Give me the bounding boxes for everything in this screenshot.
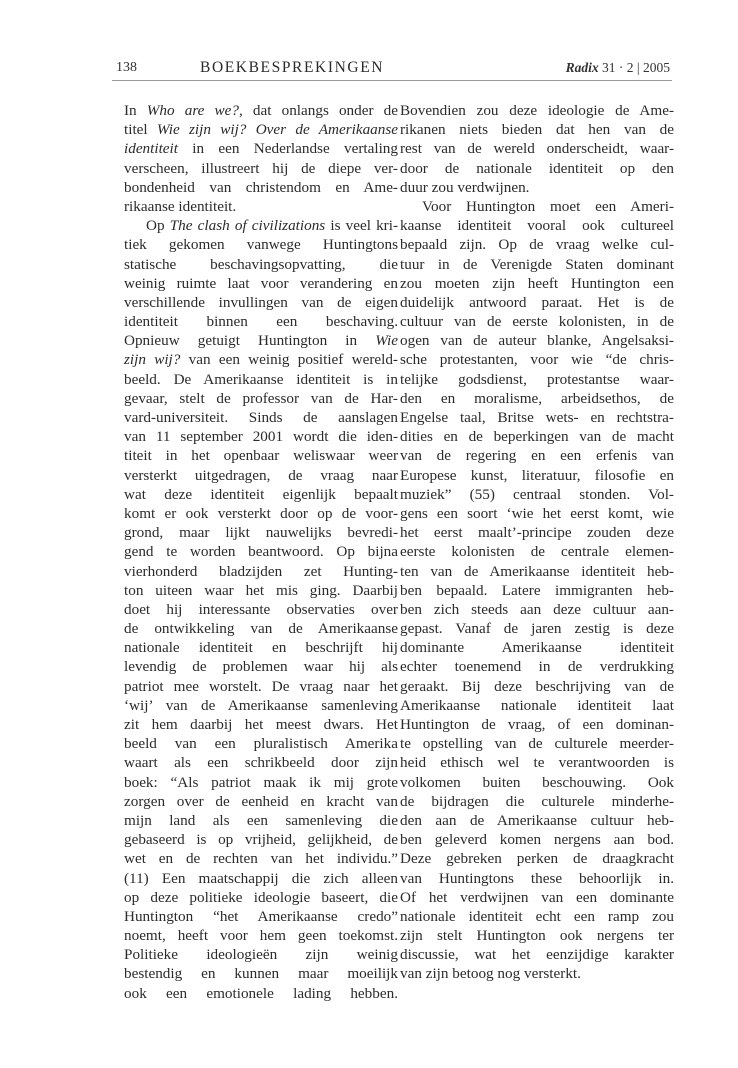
journal-issue: 31 · 2 | 2005 [602,60,670,75]
text-line: gend te worden beantwoord. Op bijna [124,543,398,561]
text-line: ogen van de auteur blanke, Angelsaksi- [400,332,674,350]
text-line: Opnieuw getuigt Huntington in Wie [124,332,398,350]
text-line: nationale identiteit echt een ramp zou [400,907,674,925]
text-line: ben zich steeds aan deze cultuur aan- [400,600,674,618]
text-line: Bovendien zou deze ideologie de Ame- [400,102,674,119]
text-line: ‘wij’ van de Amerikaanse samenleving [124,696,398,714]
text-line: sche protestanten, voor wie “de chris- [400,351,674,369]
text-line: identiteit in een Nederlandse vertaling [124,140,398,158]
text-line: het eerst maalt’-principe zouden deze [400,524,674,542]
text-line: komt er ook versterkt door op de voor- [124,504,398,522]
text-line: van de regering en een erfenis van [400,447,674,465]
text-line: cultuur van de eerste kolonisten, in de [400,313,674,331]
text-line: Voor Huntington moet een Ameri- [422,197,674,215]
text-line: bondenheid van christendom en Ame- [124,178,398,196]
running-header [112,58,672,81]
text-line: wet en de rechten van het individu.” [124,850,398,868]
text-line: op deze politieke ideologie baseert, die [124,888,398,906]
text-line: verscheen, illustreert hij de diepe ver- [124,159,398,177]
text-line: duidelijk antwoord paraat. Het is de [400,293,674,311]
text-line: rest van de wereld onderscheidt, waar- [400,140,674,158]
text-line: boek: “Als patriot maak ik mij grote [124,773,398,791]
text-line: identiteit binnen een beschaving. [124,313,398,331]
text-line: Amerikaanse nationale identiteit laat [400,696,674,714]
text-line: titel Wie zijn wij? Over de Amerikaanse [124,121,398,139]
text-line: ton uiteen waar het mis ging. Daarbij [124,581,398,599]
text-line: bestendig en kunnen maar moeilijk [124,965,398,983]
text-line: zijn wij? van een weinig positief wereld- [124,351,398,369]
text-line: rikanen niets bieden dat hen van de [400,121,674,139]
text-line: statische beschavingsopvatting, die [124,255,398,273]
text-line: gebaseerd is op vrijheid, gelijkheid, de [124,831,398,849]
text-line: zou moeten zijn heeft Huntington een [400,274,674,292]
text-line: ook een emotionele lading hebben. [124,984,398,1002]
text-line: gevaar, stelt de professor van de Har- [124,389,398,407]
text-line: Op The clash of civilizations is veel kri- [146,217,399,235]
text-line: gens een soort ‘wie het eerst komt, wie [400,504,674,522]
section-title: BOEKBESPREKINGEN [200,59,385,76]
text-line: te opstelling van de culturele meerder- [400,735,674,753]
text-line: doet hij interessante observaties over [124,600,398,618]
text-line: verschillende invullingen van de eigen [124,293,398,311]
text-line: nationale identiteit en beschrijft hij [124,639,398,657]
text-line: volkomen buiten beschouwing. Ook [400,773,674,791]
text-line: zijn stelt Huntington ook nergens ter [400,927,674,945]
text-line: Engelse taal, Britse wets- en rechtstra- [400,409,674,426]
text-line: de ontwikkeling van de Amerikaanse [124,620,398,638]
text-line: titeit in het openbaar weliswaar weer [124,447,398,465]
text-line: gepast. Vanaf de jaren zestig is deze [400,620,674,638]
text-line: ben bepaald. Latere immigranten heb- [400,581,674,599]
text-line: discussie, wat het eenzijdige karakter [400,946,674,964]
page-number: 138 [116,60,137,75]
journal-info [566,60,670,76]
text-line: vierhonderd bladzijden zet Hunting- [124,562,398,580]
text-line: In Who are we?, dat onlangs onder de [124,102,399,119]
text-line: weinig ruimte laat voor verandering en [124,274,398,292]
text-line: muziek” (55) centraal stonden. Vol- [400,485,674,503]
text-line: geraakt. Bij deze beschrijving van de [400,677,674,695]
text-line: tiek gekomen vanwege Huntingtons [124,236,398,254]
text-line: patriot mee worstelt. De vraag naar het [124,677,398,695]
text-line: van 11 september 2001 wordt die iden- [124,428,398,446]
text-line: beeld van een pluralistisch Amerika [124,735,398,753]
text-line: Politieke ideologieën zijn weinig [124,946,398,964]
text-line: Huntington “het Amerikaanse credo” [124,907,398,925]
text-line: Huntington de vraag, of een dominan- [400,716,674,733]
text-line: ten van de Amerikaanse identiteit heb- [400,562,674,580]
text-line: zit hem daarbij het meest dwars. Het [124,716,398,733]
text-line: rikaanse identiteit. [124,197,237,215]
text-line: grond, maar lijkt nauwelijks bevredi- [124,524,398,542]
journal-name: Radix [565,60,599,75]
text-line: den aan de Amerikaanse cultuur heb- [400,811,674,829]
text-line: heid ethisch wel te verantwoorden is [400,754,674,772]
text-line: dities en de beperkingen van de macht [400,428,674,446]
text-line: duur zou verdwijnen. [400,178,530,196]
text-line: vard-universiteit. Sinds de aanslagen [124,409,398,426]
text-line: den en moralisme, arbeidsethos, de [400,389,674,407]
right-column [400,101,674,984]
text-line: Of het verdwijnen van een dominante [400,888,674,906]
text-line: versterkt uitgedragen, de vraag naar [124,466,398,484]
text-line: van zijn betoog nog versterkt. [400,965,581,983]
left-column [124,101,398,1003]
text-line: levendig de problemen waar hij als [124,658,398,676]
text-line: kaanse identiteit vooral ook cultureel [400,217,674,235]
text-line: waart als een schrikbeeld door zijn [124,754,398,772]
text-line: telijke godsdienst, protestantse waar- [400,370,674,388]
text-line: ben geleverd komen nergens aan bod. [400,831,674,849]
text-line: tuur in de Verenigde Staten dominant [400,255,674,273]
text-line: Deze gebreken perken de draagkracht [400,850,674,868]
text-line: door de nationale identiteit op den [400,159,674,177]
text-line: beeld. De Amerikaanse identiteit is in [124,370,398,388]
text-line: noemt, heeft voor hem geen toekomst. [124,927,398,945]
text-line: mijn land als een samenleving die [124,811,398,829]
text-line: zorgen over de eenheid en kracht van [124,792,398,810]
text-line: Europese kunst, literatuur, filosofie en [400,466,674,484]
text-line: echter toenemend in de verdrukking [400,658,674,676]
text-line: (11) Een maatschappij die zich alleen [124,869,398,887]
text-line: bepaald zijn. Op de vraag welke cul- [400,236,674,254]
text-line: dominante Amerikaanse identiteit [400,639,674,657]
text-line: eerste kolonisten de centrale elemen- [400,543,674,561]
text-line: van Huntingtons these behoorlijk in. [400,869,674,887]
text-line: de bijdragen die culturele minderhe- [400,792,674,810]
text-line: wat deze identiteit eigenlijk bepaalt [124,485,398,503]
